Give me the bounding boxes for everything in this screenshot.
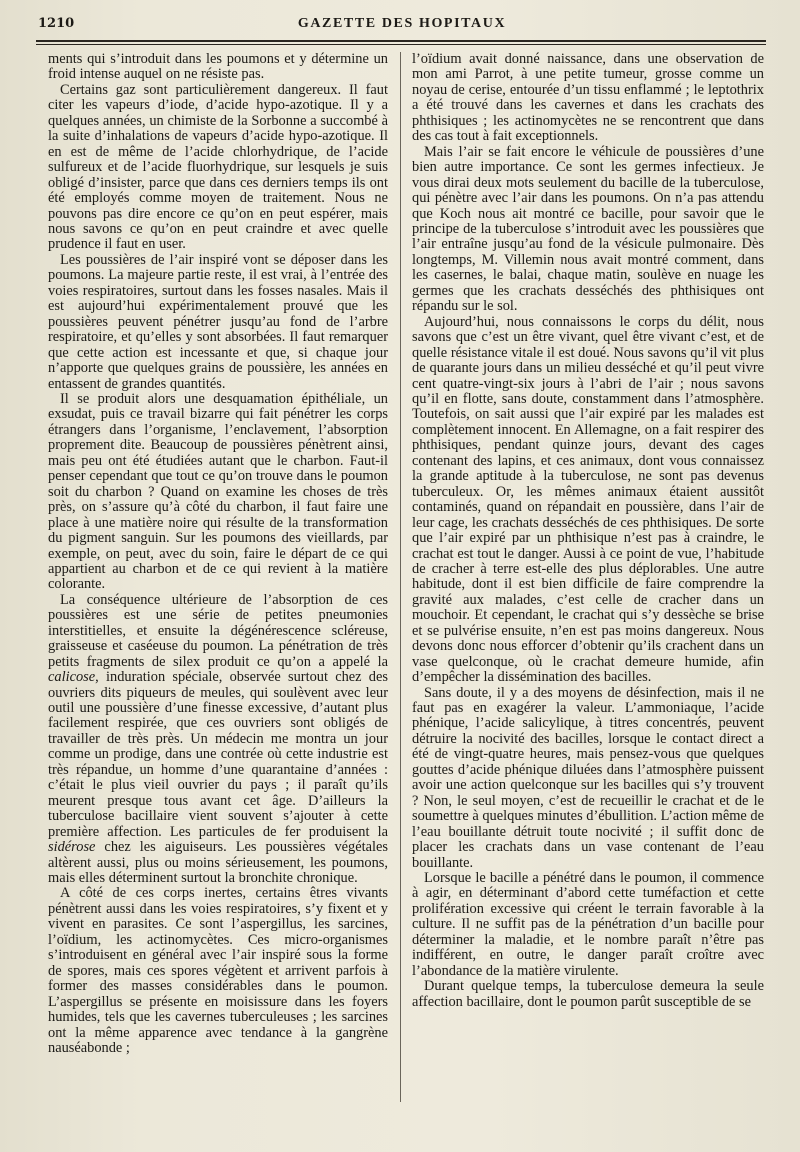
column-divider <box>400 52 401 1102</box>
header-rule <box>36 40 766 42</box>
term-siderose: sidérose <box>48 839 96 856</box>
header-rule-thin <box>36 44 766 45</box>
right-column <box>412 52 764 1010</box>
paragraph: Les poussières de l’air inspiré vont se déposer dans les poumons. La majeure partie reste, il est vrai, à l’entrée des voies respiratoires, surtout dans les fosses nasales. Mais il est aujourd’hui expérimentalement prouvé que les poussières peuvent pénétrer jusqu’au fond de l’arbre respiratoire, et qu’elles y sont absorbées. Il faut remarquer que cette action est incessante et que, si chaque jour n’apporte que quelques grains de poussière, les années en entassent de grandes quantités. <box>48 251 388 392</box>
paragraph: A côté de ces corps inertes, certains êtres vivants pénètrent aussi dans les voies respiratoires, s’y fixent et y vivent en parasites. Ce sont l’aspergillus, les sarcines, l’oïdium, les actinomycètes. Ces micro-organismes s’introduisent en général avec l’air inspiré sous la forme de spores, mais ces spores végètent et arrivent parfois à former des masses considérables dans le poumon. L’aspergillus se présente en moisissure dans les foyers humides, tels que les cavernes tuberculeuses ; les sarcines ont la même apparence avec tendance à la gangrène nauséabonde ; <box>48 885 388 1056</box>
text-run: , induration spéciale, observée surtout chez des ouvriers dits piqueurs de meules, qui soulèvent avec leur outil une poussière d’une finesse excessive, d’autant plus facilement respirée, que ces ouvriers sont obligés de travailler de très près. Un médecin me montra un jour comme un prodige, dans une contrée où cette industrie est très répandue, un homme d’une quarantaine d’années : c’était le plus vieil ouvrier du pays ; il paraît qu’ils meurent presque tous avant cet âge. D’ailleurs la tuberculose bacillaire vient souvent s’ajouter à cette première affection. Les particules de fer produisent la <box>48 669 388 840</box>
paragraph: Aujourd’hui, nous connaissons le corps du délit, nous savons que c’est un être vivant, quel être vivant c’est, et de quelle résistance vitale il est doué. Nous savons qu’il vit plus de quarante jours dans un milieu desséché et qu’il peut vivre cent quatre-vingt-six jours à l’abri de l’air ; nous savons qu’il en flotte, sans doute, constamment dans l’atmosphère. Toutefois, on sait aussi que l’air expiré par les malades est complètement innocent. En Allemagne, on a fait respirer des phthisiques, pendant quinze jours, devant des cages contenant des lapins, et ces animaux, dont vous connaissez la grande aptitude à la tuberculose, ne sont pas devenus tuberculeux. Or, les mêmes animaux étaient aussitôt contaminés, quand on répandait en poussière, dans l’air de leur cage, les crachats desséchés de ces phthisiques. De sorte que l’air expiré par un phthisique n’est pas à craindre, le crachat est tout le danger. Aussi à ce point de vue, l’habitude de cracher à terre est-elle des plus déplorables. Une autre habitude, dont il est bien difficile de faire comprendre la gravité aux malades, c’est celle de cracher dans un mouchoir. Et cependant, le crachat qui s’y dessèche se brise et se pulvérise ensuite, n’en est pas moins dangereux. Nous devons donc nous efforcer d’obtenir qu’ils crachent dans un vase quelconque, où le crachat demeure humide, afin d’empêcher la dissémination des bacilles. <box>412 313 764 686</box>
term-calicose: calicose <box>48 669 96 686</box>
page-header <box>38 14 766 40</box>
paragraph: ments qui s’introduit dans les poumons et y détermine un froid intense auquel on ne résiste pas. <box>48 51 388 83</box>
text-run: chez les aiguiseurs. Les poussières végétales altèrent aussi, plus ou moins sérieusement, les poumons, mais elles déterminent surtout la bronchite chronique. <box>48 839 388 887</box>
left-column <box>48 52 388 1056</box>
paragraph: Durant quelque temps, la tuberculose demeura la seule affection bacillaire, dont le poumon parût susceptible de se <box>412 978 764 1010</box>
paragraph <box>48 593 388 887</box>
paragraph: Certains gaz sont particulièrement dangereux. Il faut citer les vapeurs d’iode, d’acide hypo-azotique. Il y a quelques années, un chimiste de la Sorbonne a succombé à la suite d’inhalations de vapeurs d’acide hypo-azotique. Il en est de même de l’acide chlorhydrique, de l’acide sulfureux et de l’acide fluorhydrique, sur lesquels je suis obligé d’insister, parce que dans ces derniers temps ils ont été employés comme moyen de traitement. Nous ne pouvons pas dire encore ce qu’on en peut espérer, mais nous savons ce qu’on en peut craindre et avec quelle prudence il faut en user. <box>48 81 388 253</box>
paragraph: Sans doute, il y a des moyens de désinfection, mais il ne faut pas en exagérer la valeur. L’ammoniaque, l’acide phénique, l’acide salicylique, à titres concentrés, peuvent détruire la nocivité des bacilles, lorsque le contact direct a été de vingt-quatre heures, mais pensez-vous que quelques gouttes d’acide phénique diluées dans l’atmosphère puissent avoir une action quelconque sur les bacilles qui s’y trouvent ? Non, le seul moyen, c’est de recueillir le crachat et de le soumettre à quelques minutes d’ébullition. L’action même de l’eau bouillante détruit toute nocivité ; il suffit donc de placer les crachats dans un vase contenant de l’eau bouillante. <box>412 684 764 871</box>
paragraph: Mais l’air se fait encore le véhicule de poussières d’une bien autre importance. Ce sont les germes infectieux. Je vous dirai deux mots seulement du bacille de la tuberculose, qui pénètre avec l’air dans les poumons. On n’a pas attendu que Koch nous ait montré ce bacille, pour savoir que le principe de la tuberculose s’introduit avec les poussières que l’air entraîne jusqu’au fond de la vésicule pulmonaire. Dès longtemps, M. Villemin nous avait montré comment, dans les casernes, le balai, chaque matin, soulève en nuage les germes que les crachats desséchés des phthisiques ont répandu sur le sol. <box>412 143 764 315</box>
running-head: GAZETTE DES HOPITAUX <box>297 16 507 31</box>
text-run: La conséquence ultérieure de l’absorption de ces poussières est une série de petites pneumonies interstitielles, et ensuite la dégénérescence scléreuse, graisseuse et caséeuse du poumon. La pénétration de très petits fragments de silex produit ce qu’on a appelé la <box>48 591 388 670</box>
paragraph: l’oïdium avait donné naissance, dans une observation de mon ami Parrot, à une petite tumeur, grosse comme un noyau de cerise, entourée d’un tissu enflammé ; le leptothrix a été trouvé dans les cavernes et dans les crachats des phthisiques ; les actinomycètes ne se rencontrent que dans des cas tout à fait exceptionnels. <box>412 51 764 145</box>
paragraph: Lorsque le bacille a pénétré dans le poumon, il commence à agir, en déterminant d’abord cette tuméfaction et cette prolifération excessive qui créent le terrain favorable à la culture. Il ne suffit pas de la pénétration d’un bacille pour déterminer la maladie, et le nombre paraît n’être pas indifférent, en outre, le danger paraît croître avec l’abondance de la matière virulente. <box>412 870 764 979</box>
page-number: 1210 <box>38 16 75 31</box>
paragraph: Il se produit alors une desquamation épithéliale, un exsudat, puis ce travail bizarre qui fait pénétrer les corps étrangers dans l’organisme, l’enclavement, l’absorption proprement dite. Beaucoup de poussières pénètrent ainsi, mais peu ont été étudiées autant que le charbon. Faut-il penser cependant que tout ce qu’on trouve dans le poumon soit du charbon ? Quand on examine les choses de très près, on s’assure qu’à côté du charbon, il faut faire une place à une matière noire qui résulte de la transformation du pigment sanguin. Sur les poumons des vieillards, par exemple, on peut, avec du soin, faire le départ de ce qui appartient au charbon et de ce qui revient à la matière colorante. <box>48 390 388 593</box>
